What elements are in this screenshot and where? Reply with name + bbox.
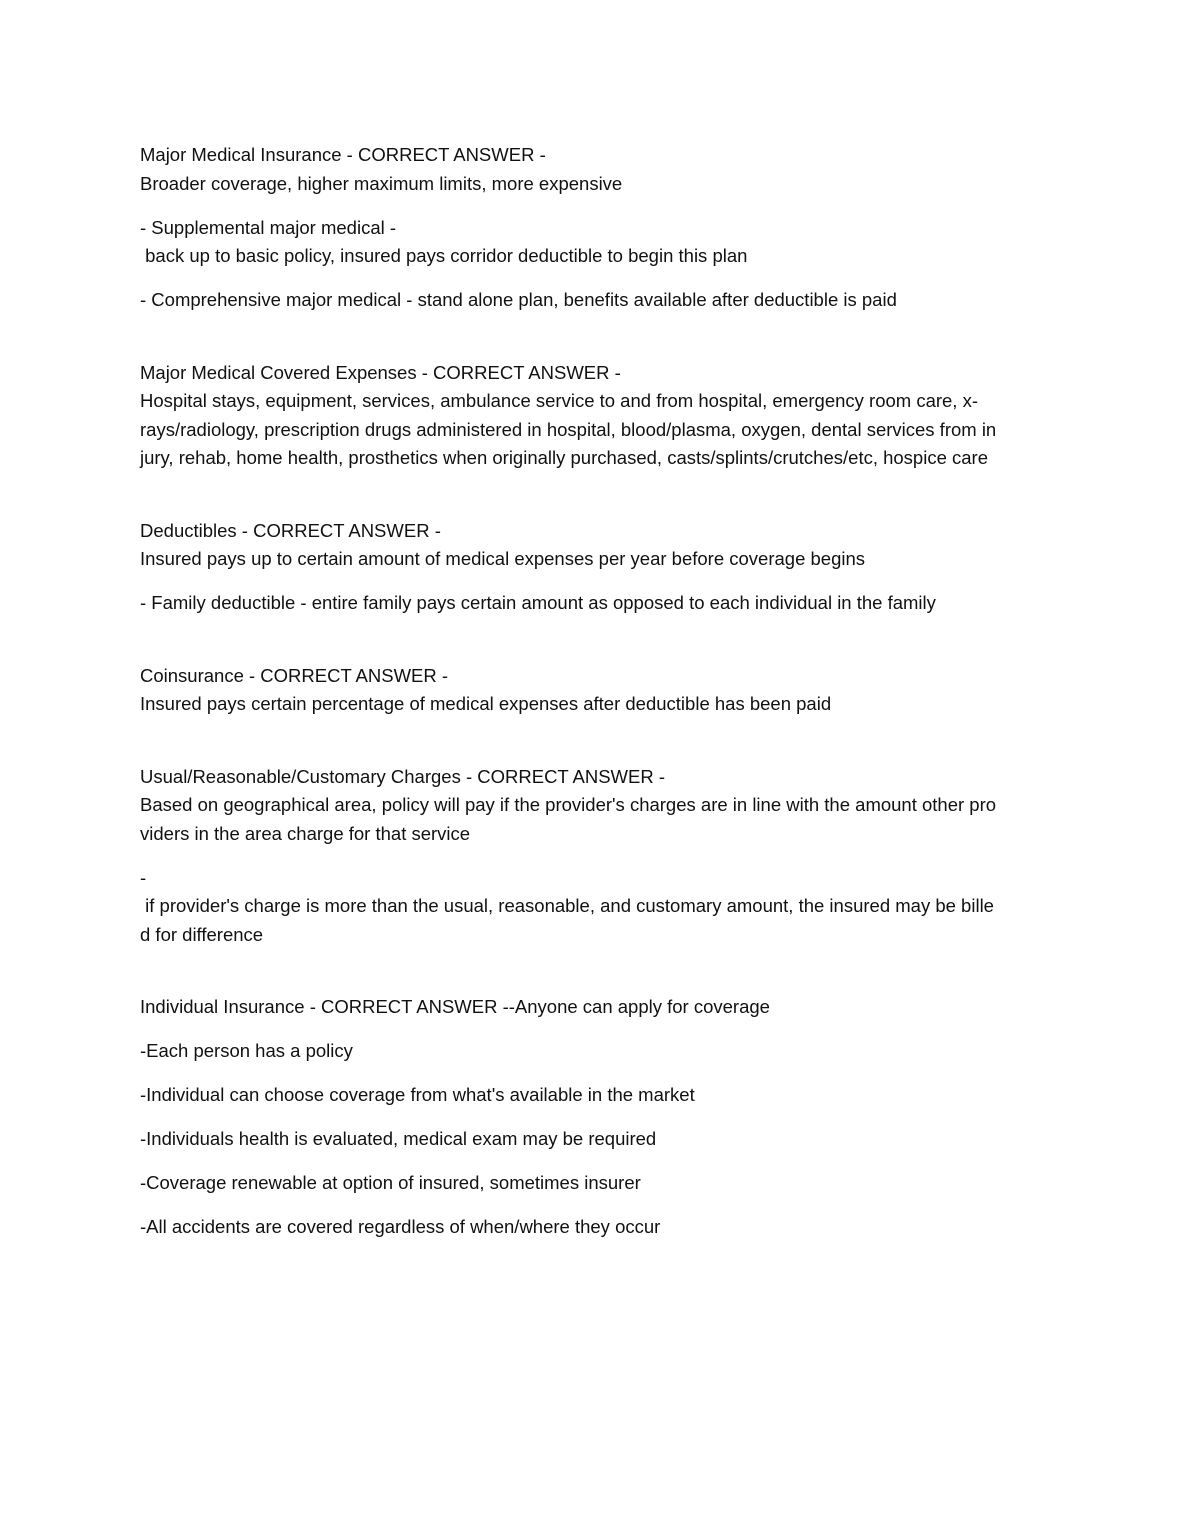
list-item — [140, 589, 1060, 618]
section-body-line: viders in the area charge for that service — [140, 822, 471, 844]
list-item-title: -Individuals health is evaluated, medical exam may be required — [140, 1128, 657, 1149]
section-deductibles — [140, 517, 1060, 574]
list-item-title: - Comprehensive major medical - stand alone plan, benefits available after deductible is paid — [140, 289, 897, 310]
list-item-title: -Each person has a policy — [140, 1040, 353, 1061]
section-heading: Deductibles - CORRECT ANSWER - — [140, 519, 441, 541]
list-item-title: - — [140, 866, 147, 888]
list-item-text: back up to basic policy, insured pays corridor deductible to begin this plan — [140, 245, 748, 266]
list-item — [140, 1125, 1060, 1154]
list-item — [140, 1213, 1060, 1242]
list-item — [140, 1081, 1060, 1110]
list-item — [140, 864, 1060, 950]
list-item — [140, 1037, 1060, 1066]
list-item-title: -Individual can choose coverage from what's available in the market — [140, 1084, 695, 1105]
section-body-line: Based on geographical area, policy will pay if the provider's charges are in line with the amount other pro — [140, 794, 997, 815]
document-page — [140, 141, 1060, 1257]
section-heading: Major Medical Covered Expenses - CORRECT ANSWER - — [140, 361, 621, 383]
section-ucr-charges — [140, 763, 1060, 849]
section-individual-insurance — [140, 993, 1060, 1022]
list-item-title: -Coverage renewable at option of insured, sometimes insurer — [140, 1172, 641, 1193]
list-item-title: - Family deductible - entire family pays certain amount as opposed to each individual in the family — [140, 592, 936, 613]
list-item-text: if provider's charge is more than the usual, reasonable, and customary amount, the insured may be bille — [140, 895, 994, 916]
section-coinsurance — [140, 662, 1060, 719]
list-item — [140, 214, 1060, 271]
section-heading: Individual Insurance - CORRECT ANSWER --Anyone can apply for coverage — [140, 996, 770, 1017]
section-body: Insured pays up to certain amount of medical expenses per year before coverage begins — [140, 548, 866, 569]
section-covered-expenses — [140, 359, 1060, 473]
list-item-text: d for difference — [140, 923, 264, 945]
section-heading: Usual/Reasonable/Customary Charges - CORRECT ANSWER - — [140, 765, 666, 787]
section-body: Broader coverage, higher maximum limits, more expensive — [140, 172, 623, 194]
section-body-line: jury, rehab, home health, prosthetics when originally purchased, casts/splints/crutches/etc, hospice care — [140, 447, 989, 468]
section-heading: Coinsurance - CORRECT ANSWER - — [140, 664, 449, 686]
section-body-line: rays/radiology, prescription drugs administered in hospital, blood/plasma, oxygen, dental services from in — [140, 418, 997, 440]
list-item — [140, 1169, 1060, 1198]
list-item-title: - Supplemental major medical - — [140, 216, 397, 238]
list-item — [140, 286, 1060, 315]
list-item-title: -All accidents are covered regardless of when/where they occur — [140, 1216, 661, 1237]
section-major-medical-insurance — [140, 141, 1060, 198]
section-body-line: Hospital stays, equipment, services, ambulance service to and from hospital, emergency room care, x- — [140, 390, 979, 411]
section-heading: Major Medical Insurance - CORRECT ANSWER - — [140, 144, 546, 165]
section-body: Insured pays certain percentage of medical expenses after deductible has been paid — [140, 693, 832, 714]
